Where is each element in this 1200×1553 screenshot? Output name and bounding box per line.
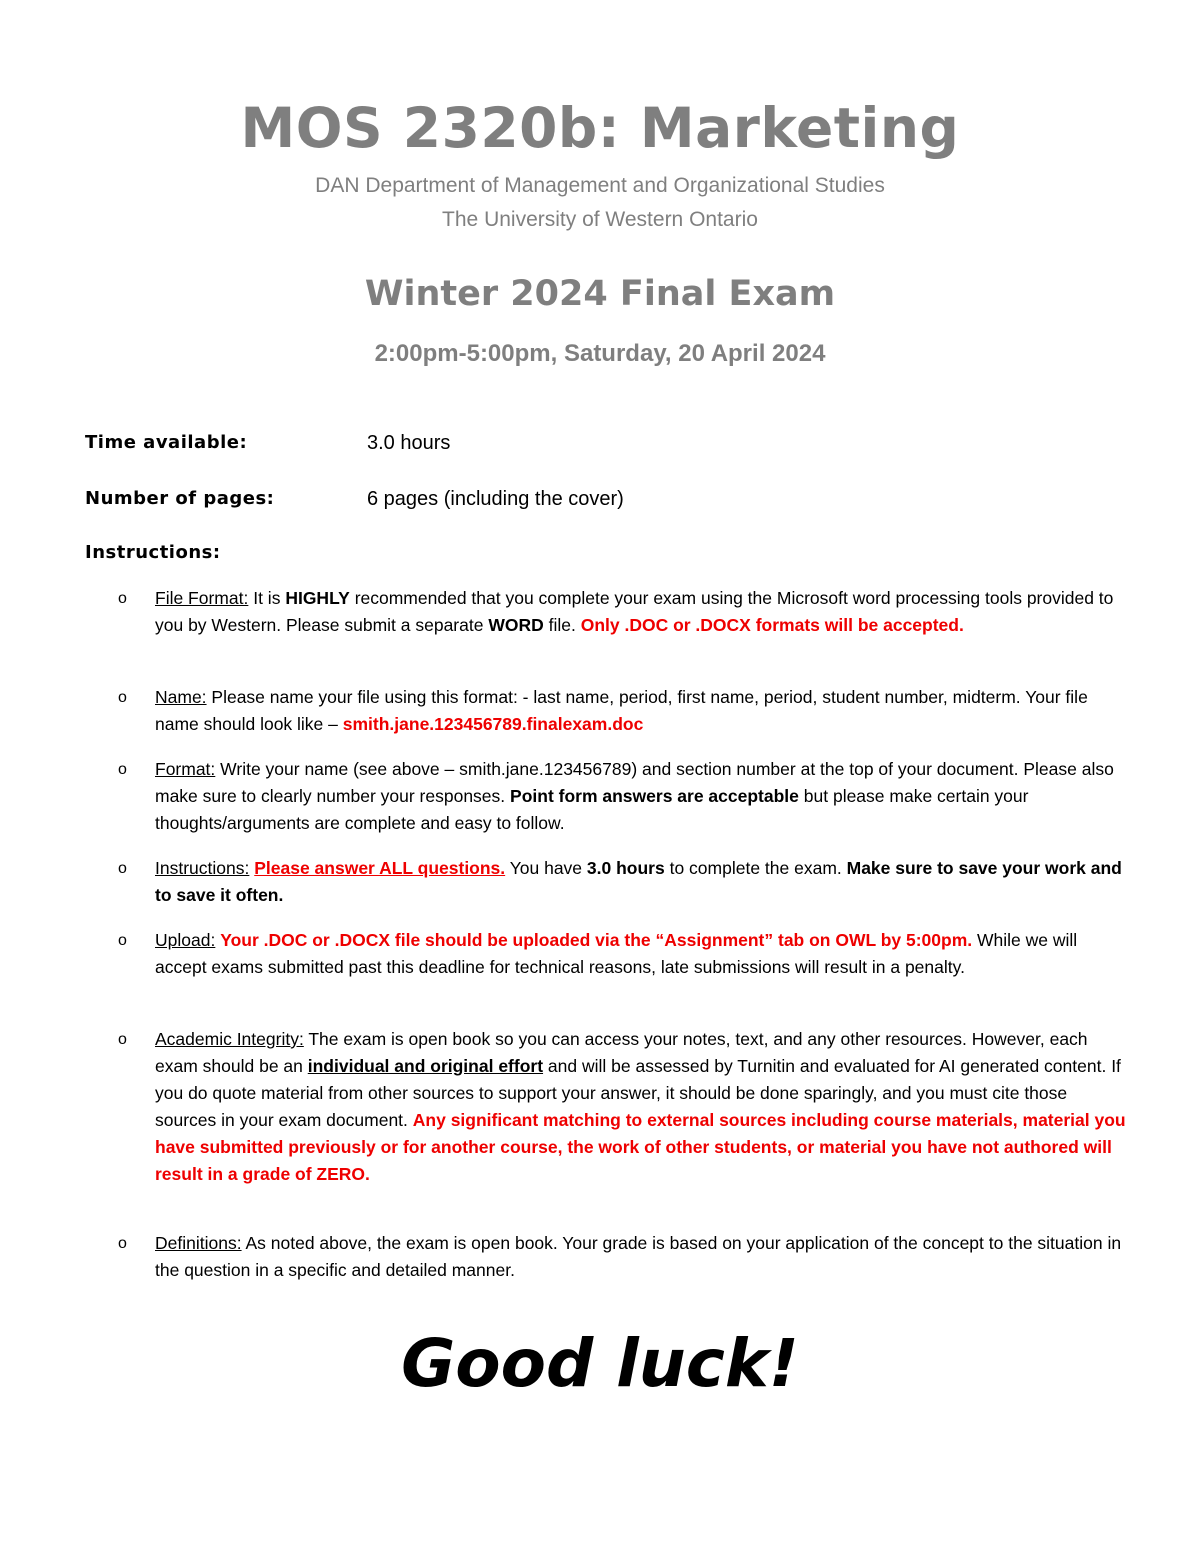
item-text-part: but please make certain your thoughts/arguments are complete and easy to follow. [155, 786, 1029, 833]
item-text-part: The exam is open book so you can access your notes, text, and any other resources. However, each exam should be an [155, 1029, 1088, 1076]
item-text [155, 855, 1130, 909]
item-text-part: It is [248, 588, 286, 608]
item-text-part: and will be assessed by Turnitin and evaluated for AI generated content. If you do quote material from other sources to support your answer, it should be done sparingly, and you must cite those sources in your exam document. [155, 1056, 1121, 1130]
bullet-icon: o [118, 590, 127, 607]
item-text [155, 1026, 1130, 1188]
number-of-pages-value: 6 pages (including the cover) [367, 488, 624, 510]
item-text-part: individual and original effort [307, 1056, 544, 1076]
number-of-pages-label: Number of pages: [85, 488, 275, 509]
instructions-heading: Instructions: [85, 542, 221, 563]
good-luck-text: Good luck! [401, 1325, 799, 1402]
exam-datetime: 2:00pm-5:00pm, Saturday, 20 April 2024 [374, 340, 826, 367]
bullet-icon: o [118, 860, 127, 877]
item-label: Name: [155, 687, 207, 707]
item-text-part: Write your name (see above – smith.jane.123456789) and section number at the top of your document. Please also make sure to clearly number your responses. [155, 759, 1114, 806]
item-text-part: 3.0 hours [586, 858, 665, 878]
item-label: Instructions: [155, 858, 250, 878]
item-text-part: file. [543, 615, 581, 635]
item-text-part: Please answer ALL questions. [254, 858, 506, 878]
bullet-icon: o [118, 689, 127, 706]
item-text-part: Make sure to save your work and to save it often. [155, 858, 1122, 905]
bullet-icon: o [118, 932, 127, 949]
item-text-part: While we will accept exams submitted past this deadline for technical reasons, late submissions will result in a penalty. [155, 930, 1078, 977]
university-name: The University of Western Ontario [442, 208, 758, 231]
item-text-part: smith.jane.123456789.finalexam.doc [342, 714, 644, 734]
item-text-part: As noted above, the exam is open book. Your grade is based on your application of the concept to the situation in the question in a specific and detailed manner. [155, 1233, 1122, 1280]
item-label: Upload: [155, 930, 216, 950]
item-text-part: Your .DOC or .DOCX file should be uploaded via the “Assignment” tab on OWL by 5:00pm. [220, 930, 973, 950]
bullet-icon: o [118, 1235, 127, 1252]
department-name: DAN Department of Management and Organizational Studies [315, 174, 885, 197]
item-text-part: Only .DOC or .DOCX formats will be accepted. [580, 615, 964, 635]
time-available-label: Time available: [85, 432, 248, 453]
item-text [155, 585, 1130, 639]
bullet-icon: o [118, 1031, 127, 1048]
exam-title: Winter 2024 Final Exam [364, 274, 836, 314]
item-text [155, 684, 1130, 738]
item-label: Academic Integrity: [155, 1029, 304, 1049]
item-label: Definitions: [155, 1233, 242, 1253]
item-text-part: Any significant matching to external sources including course materials, material you have submitted previously or for another course, the work of other students, or material you have not authored will result in a grade of ZERO. [155, 1110, 1126, 1184]
item-text-part: You have [505, 858, 587, 878]
bullet-icon: o [118, 761, 127, 778]
item-text-part: HIGHLY [285, 588, 350, 608]
item-text-part: recommended that you complete your exam using the Microsoft word processing tools provided to you by Western. Please submit a separate [155, 588, 1114, 635]
item-text-part: Point form answers are acceptable [510, 786, 799, 806]
time-available-value: 3.0 hours [367, 432, 451, 454]
item-text-part: WORD [488, 615, 544, 635]
item-text-part: to complete the exam. [664, 858, 847, 878]
item-text [155, 756, 1130, 837]
item-text [155, 1230, 1130, 1284]
item-text-part: Please name your file using this format: - last name, period, first name, period, student number, midterm. Your file name should look like – [155, 687, 1088, 734]
item-label: Format: [155, 759, 216, 779]
course-title: MOS 2320b: Marketing [240, 96, 960, 160]
item-text [155, 927, 1130, 981]
item-label: File Format: [155, 588, 249, 608]
